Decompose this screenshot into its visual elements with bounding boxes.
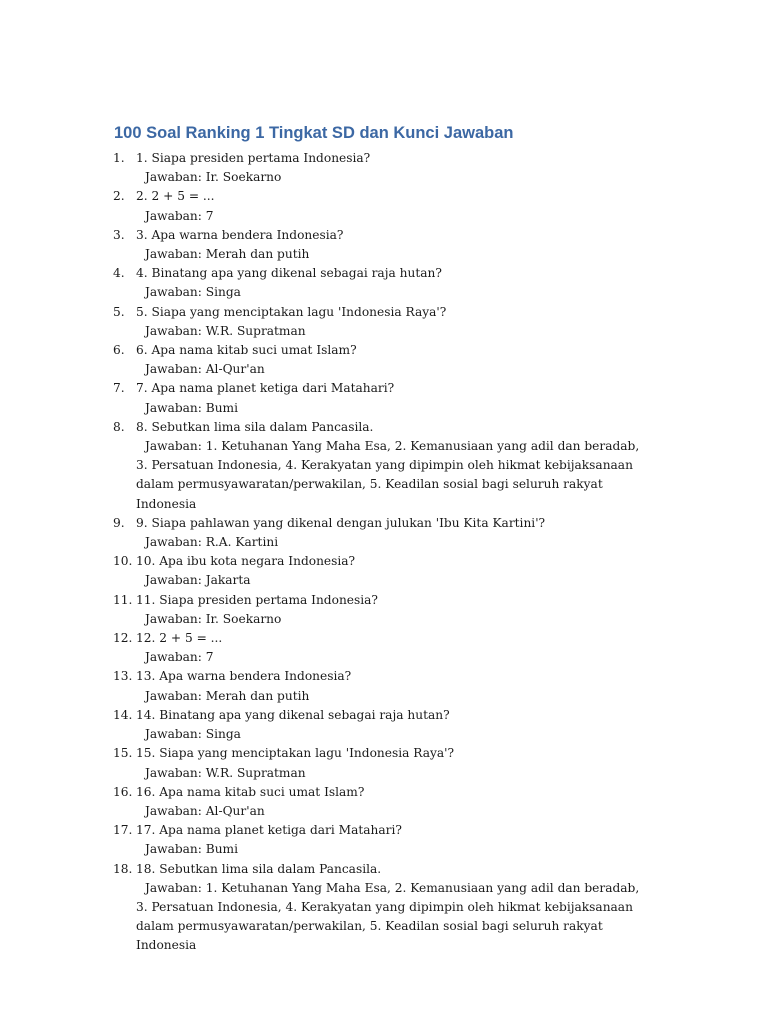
list-item <box>113 379 653 417</box>
item-number: 6. <box>113 343 125 358</box>
answer-text: Jawaban: 7 <box>145 650 214 665</box>
list-item <box>113 860 653 956</box>
answer-text: Jawaban: R.A. Kartini <box>145 535 279 550</box>
list-item <box>113 418 653 514</box>
item-number: 13. <box>113 669 133 684</box>
item-number: 2. <box>113 189 125 204</box>
document-title: 100 Soal Ranking 1 Tingkat SD dan Kunci Jawaban <box>114 124 514 142</box>
question-text: 16. Apa nama kitab suci umat Islam? <box>136 784 365 799</box>
list-item <box>113 629 653 667</box>
answer-text: Jawaban: Singa <box>145 727 241 742</box>
answer-text: Jawaban: Ir. Soekarno <box>145 611 282 626</box>
list-item <box>113 821 653 859</box>
question-text: 18. Sebutkan lima sila dalam Pancasila. <box>136 861 382 876</box>
item-number: 9. <box>113 515 125 530</box>
question-text: 17. Apa nama planet ketiga dari Matahari? <box>136 823 402 838</box>
item-number: 7. <box>113 381 125 396</box>
item-number: 17. <box>113 823 133 838</box>
list-item <box>113 341 653 379</box>
question-text: 10. Apa ibu kota negara Indonesia? <box>136 554 356 569</box>
list-item <box>113 591 653 629</box>
answer-text: Jawaban: Merah dan putih <box>145 688 310 703</box>
question-text: 6. Apa nama kitab suci umat Islam? <box>136 343 357 358</box>
list-item <box>113 149 653 187</box>
answer-text: Jawaban: Al-Qur'an <box>145 803 265 818</box>
question-text: 14. Binatang apa yang dikenal sebagai raja hutan? <box>136 707 450 722</box>
question-text: 8. Sebutkan lima sila dalam Pancasila. <box>136 419 374 434</box>
item-number: 11. <box>113 592 133 607</box>
answer-text: Jawaban: Jakarta <box>145 573 251 588</box>
item-number: 18. <box>113 861 133 876</box>
question-text: 5. Siapa yang menciptakan lagu 'Indonesia Raya'? <box>136 304 447 319</box>
item-number: 3. <box>113 227 125 242</box>
question-text: 4. Binatang apa yang dikenal sebagai raja hutan? <box>136 266 442 281</box>
question-text: 15. Siapa yang menciptakan lagu 'Indonesia Raya'? <box>136 746 455 761</box>
question-text: 13. Apa warna bendera Indonesia? <box>136 669 352 684</box>
answer-text: Jawaban: Bumi <box>145 842 239 857</box>
item-number: 10. <box>113 554 133 569</box>
answer-text: Jawaban: Singa <box>145 285 241 300</box>
item-number: 16. <box>113 784 133 799</box>
item-number: 12. <box>113 631 133 646</box>
answer-text: Jawaban: 7 <box>145 208 214 223</box>
list-item <box>113 783 653 821</box>
item-number: 1. <box>113 151 125 165</box>
question-text: 9. Siapa pahlawan yang dikenal dengan julukan 'Ibu Kita Kartini'? <box>136 515 546 530</box>
answer-text: Jawaban: 1. Ketuhanan Yang Maha Esa, 2. Kemanusiaan yang adil dan beradab, 3. Persatuan Indonesia, 4. Kerakyatan yang dipimpin oleh hikmat kebijaksanaan dalam permusyawaratan/perwakilan, 5. Keadilan sosial bagi seluruh rakyat Indonesia <box>136 439 640 511</box>
item-number: 4. <box>113 266 125 281</box>
list-item <box>113 187 653 225</box>
question-list <box>113 149 653 956</box>
item-number: 5. <box>113 304 125 319</box>
answer-text: Jawaban: Bumi <box>145 400 239 415</box>
list-item <box>113 264 653 302</box>
list-item <box>113 514 653 552</box>
answer-text: Jawaban: W.R. Supratman <box>145 765 306 780</box>
list-item <box>113 552 653 590</box>
answer-text: Jawaban: 1. Ketuhanan Yang Maha Esa, 2. Kemanusiaan yang adil dan beradab, 3. Persatuan Indonesia, 4. Kerakyatan yang dipimpin oleh hikmat kebijaksanaan dalam permusyawaratan/perwakilan, 5. Keadilan sosial bagi seluruh rakyat Indonesia <box>136 880 640 953</box>
item-number: 15. <box>113 746 133 761</box>
list-item <box>113 303 653 341</box>
answer-text: Jawaban: Al-Qur'an <box>145 362 265 377</box>
question-text: 7. Apa nama planet ketiga dari Matahari? <box>136 381 395 396</box>
question-text: 11. Siapa presiden pertama Indonesia? <box>136 592 378 607</box>
list-item <box>113 706 653 744</box>
list-item <box>113 667 653 705</box>
answer-text: Jawaban: W.R. Supratman <box>145 323 306 338</box>
item-number: 8. <box>113 419 125 434</box>
question-text: 2. 2 + 5 = ... <box>136 189 215 204</box>
answer-text: Jawaban: Ir. Soekarno <box>145 170 282 185</box>
question-text: 12. 2 + 5 = ... <box>136 631 223 646</box>
list-item <box>113 226 653 264</box>
answer-text: Jawaban: Merah dan putih <box>145 247 310 262</box>
question-text: 1. Siapa presiden pertama Indonesia? <box>136 151 371 165</box>
item-number: 14. <box>113 707 133 722</box>
list-item <box>113 744 653 782</box>
question-text: 3. Apa warna bendera Indonesia? <box>136 227 344 242</box>
